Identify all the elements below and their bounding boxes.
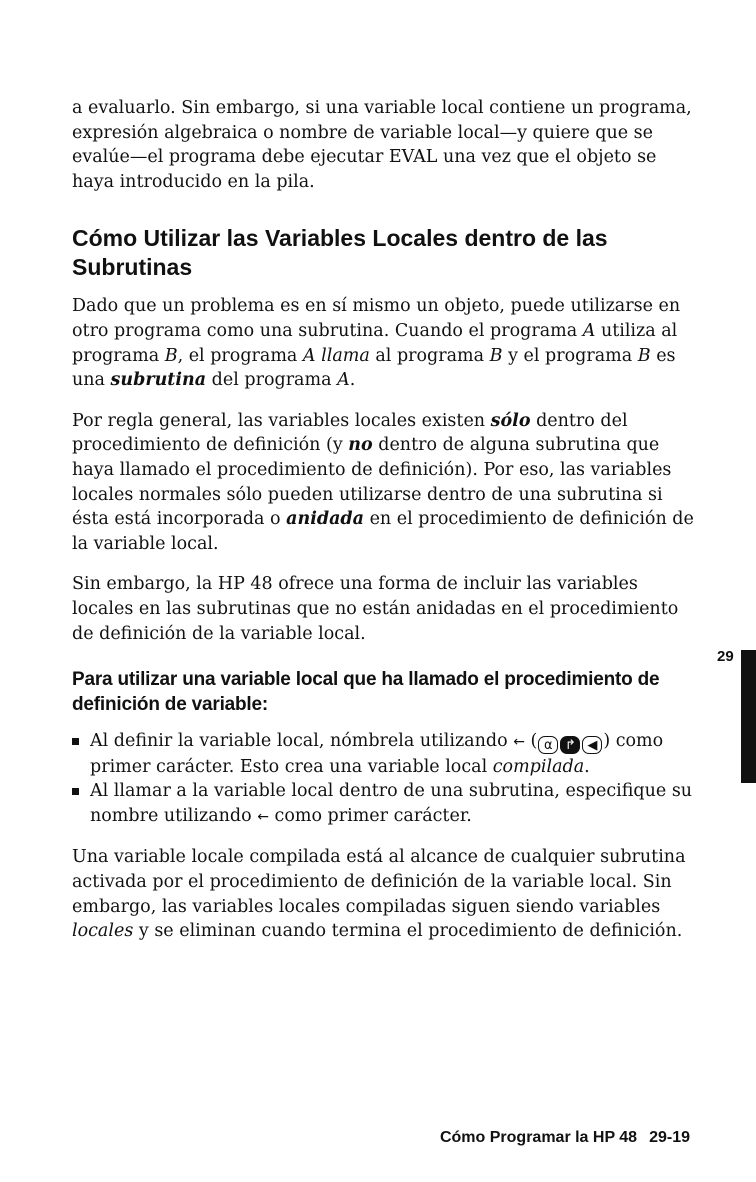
bullet-square-icon: [72, 788, 79, 795]
subroutine-paragraph: Dado que un problema es en sí mismo un objeto, puede utilizarse en otro programa como una subrutina. Cuando el programa A utiliza al programa B, el programa A llama al programa B y el programa B es una subrutina del programa A.: [72, 296, 681, 391]
page-number: 29-19: [649, 1129, 690, 1146]
keystroke-sequence: ( α ↱ ◀ ): [524, 731, 611, 754]
left-arrow-icon: ←: [513, 734, 525, 751]
left-arrow-icon: ←: [257, 808, 269, 825]
emphasis-anidada: anidada: [286, 509, 365, 530]
alpha-key: α: [538, 736, 558, 754]
backspace-key: ◀: [582, 736, 602, 754]
procedure-steps: [72, 729, 696, 829]
emphasis-no: no: [348, 435, 373, 456]
hp48-paragraph: Sin embargo, la HP 48 ofrece una forma de incluir las variables locales en las subrutinas que no están anidadas en el procedimiento de definición de la variable local.: [72, 574, 679, 644]
bullet-square-icon: [72, 738, 79, 745]
section-heading: Cómo Utilizar las Variables Locales dentro de las Subrutinas: [72, 225, 608, 281]
chapter-tab-bar: [741, 650, 756, 783]
right-shift-key: ↱: [560, 736, 580, 754]
chapter-tab-number: 29: [717, 648, 734, 665]
closing-paragraph: Una variable locale compilada está al alcance de cualquier subrutina activada por el procedimiento de definición de la variable local. Sin embargo, las variables locales compiladas siguen siendo variables locales y se eliminan cuando termina el procedimiento de definición.: [72, 847, 686, 942]
emphasis-subrutina: subrutina: [110, 370, 207, 391]
emphasis-solo: sólo: [490, 410, 531, 431]
emphasis-compilada: compilada: [492, 756, 585, 777]
footer-title: Cómo Programar la HP 48: [439, 1129, 638, 1146]
list-item: Al llamar a la variable local dentro de una subrutina, especifique su nombre utilizando ← como primer carácter.: [72, 779, 696, 829]
procedure-heading: Para utilizar una variable local que ha llamado el procedimiento de definición de variable:: [72, 669, 660, 715]
page-body: [72, 96, 696, 960]
scope-paragraph: Por regla general, las variables locales existen sólo dentro del procedimiento de definición (y no dentro de alguna subrutina que haya llamado el procedimiento de definición). Por eso, las variables locales normales sólo pueden utilizarse dentro de una subrutina si ésta está incorporada o anidada en el procedimiento de definición de la variable local.: [72, 410, 694, 554]
emphasis-llama: llama: [321, 345, 370, 366]
emphasis-locales: locales: [72, 921, 134, 942]
page-footer: [440, 1129, 690, 1147]
intro-paragraph: a evaluarlo. Sin embargo, si una variable local contiene un programa, expresión algebraica o nombre de variable local—y quiere que se evalúe—el programa debe ejecutar EVAL una vez que el objeto se haya introducido en la pila.: [72, 98, 692, 192]
list-item: Al definir la variable local, nómbrela utilizando ← ( α ↱ ◀ ) como primer carácter. Esto crea una variable local compilada.: [72, 729, 696, 779]
